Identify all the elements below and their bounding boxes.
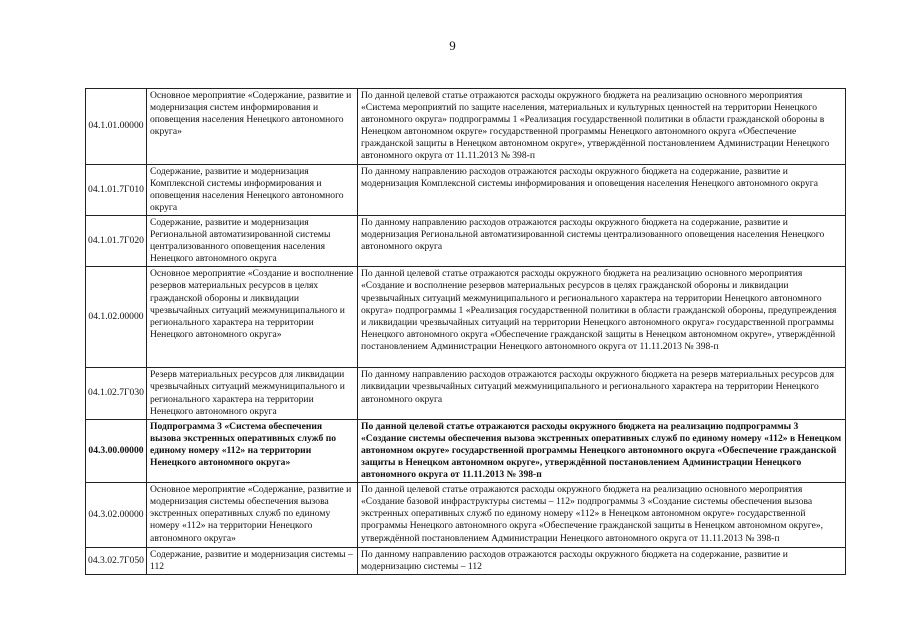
table-row: [86, 215, 846, 266]
item-name: Содержание, развитие и модернизация системы – 112: [147, 548, 358, 575]
target-code: 04.3.02.7Г050: [86, 548, 147, 575]
item-name: Основное мероприятие «Содержание, развитие и модернизация системы обеспечения вызова экстренных оперативных служб по единому номеру «112» на территории Ненецкого автономного округа»: [147, 483, 358, 548]
target-code: 04.1.02.00000: [86, 267, 147, 368]
target-code: 04.3.00.00000: [86, 419, 147, 482]
table-row: [86, 164, 846, 215]
target-code: 04.1.01.7Г020: [86, 215, 147, 266]
item-description: По данному направлению расходов отражаются расходы окружного бюджета на содержание, развитие и модернизацию системы – 112: [358, 548, 846, 575]
item-name: Подпрограмма 3 «Система обеспечения вызова экстренных оперативных служб по единому номеру «112» на территории Ненецкого автономного округа»: [147, 419, 358, 482]
target-code: 04.1.01.00000: [86, 89, 147, 165]
item-name: Содержание, развитие и модернизация Региональной автоматизированной системы централизованного оповещения населения Ненецкого автономного округа: [147, 215, 358, 266]
target-code: 04.3.02.00000: [86, 483, 147, 548]
target-code: 04.1.01.7Г010: [86, 164, 147, 215]
table-row: [86, 483, 846, 548]
item-name: Основное мероприятие «Создание и восполнение резервов материальных ресурсов в целях гражданской обороны и ликвидации чрезвычайных ситуаций межмуниципального и регионального характера на территории Ненецкого автономного округа»: [147, 267, 358, 368]
table-row: [86, 548, 846, 575]
item-description: По данной целевой статье отражаются расходы окружного бюджета на реализацию основного мероприятия «Система мероприятий по защите населения, материальных и культурных ценностей на территории Ненецкого автономного округа» подпрограммы 1 «Реализация государственной политики в области гражданской обороны в Ненецком автономном округе» государственной программы Ненецкого автономного округа «Обеспечение гражданской защиты в Ненецком автономном округе», утверждённой постановлением Администрации Ненецкого автономного округа от 11.11.2013 № 398-п: [358, 89, 846, 165]
item-description: По данной целевой статье отражаются расходы окружного бюджета на реализацию основного мероприятия «Создание базовой инфраструктуры системы – 112» подпрограммы 3 «Создание системы обеспечения вызова экстренных оперативных служб по единому номеру «112» в Ненецком автономном округе» государственной программы Ненецкого автономного округа «Обеспечение гражданской защиты в Ненецком автономном округе», утверждённой постановлением Администрации Ненецкого автономного округа от 11.11.2013 № 398-п: [358, 483, 846, 548]
table-row: [86, 368, 846, 419]
item-description: По данному направлению расходов отражаются расходы окружного бюджета на резерв материальных ресурсов для ликвидации чрезвычайных ситуаций межмуниципального и регионального характера на территории Ненецкого автономного округа: [358, 368, 846, 419]
item-name: Содержание, развитие и модернизация Комплексной системы информирования и оповещения населения Ненецкого автономного округа: [147, 164, 358, 215]
target-code: 04.1.02.7Г030: [86, 368, 147, 419]
item-name: Основное мероприятие «Содержание, развитие и модернизация систем информирования и оповещения населения Ненецкого автономного округа»: [147, 89, 358, 165]
table-row: [86, 267, 846, 368]
page-number: 9: [449, 38, 456, 53]
item-description: По данному направлению расходов отражаются расходы окружного бюджета на содержание, развитие и модернизация Региональной автоматизированной системы централизованного оповещения населения Ненецкого автономного округа: [358, 215, 846, 266]
item-description: По данному направлению расходов отражаются расходы окружного бюджета на содержание, развитие и модернизация Комплексной системы информирования и оповещения населения Ненецкого автономного округа: [358, 164, 846, 215]
budget-classification-table: [85, 88, 846, 575]
item-name: Резерв материальных ресурсов для ликвидации чрезвычайных ситуаций межмуниципального и регионального характера на территории Ненецкого автономного округа: [147, 368, 358, 419]
item-description: По данной целевой статье отражаются расходы окружного бюджета на реализацию основного мероприятия «Создание и восполнение резервов материальных ресурсов в целях гражданской обороны и ликвидации чрезвычайных ситуаций межмуниципального и регионального характера на территории Ненецкого автономного округа» подпрограммы 1 «Реализация государственной политики в области гражданской обороны, предупреждения и ликвидации чрезвычайных ситуаций на территории Ненецкого автономного округа» государственной программы Ненецкого автономного округа «Обеспечение гражданской защиты в Ненецком автономном округе», утверждённой постановлением Администрации Ненецкого автономного округа от 11.11.2013 № 398-п: [358, 267, 846, 368]
item-description: По данной целевой статье отражаются расходы окружного бюджета на реализацию подпрограммы 3 «Создание системы обеспечения вызова экстренных оперативных служб по единому номеру «112» в Ненецком автономном округе» государственной программы Ненецкого автономного округа «Обеспечение гражданской защиты в Ненецком автономном округе», утверждённой постановлением Администрации Ненецкого автономного округа от 11.11.2013 № 398-п: [358, 419, 846, 482]
table-row: [86, 89, 846, 165]
table-row-subprogram: [86, 419, 846, 482]
